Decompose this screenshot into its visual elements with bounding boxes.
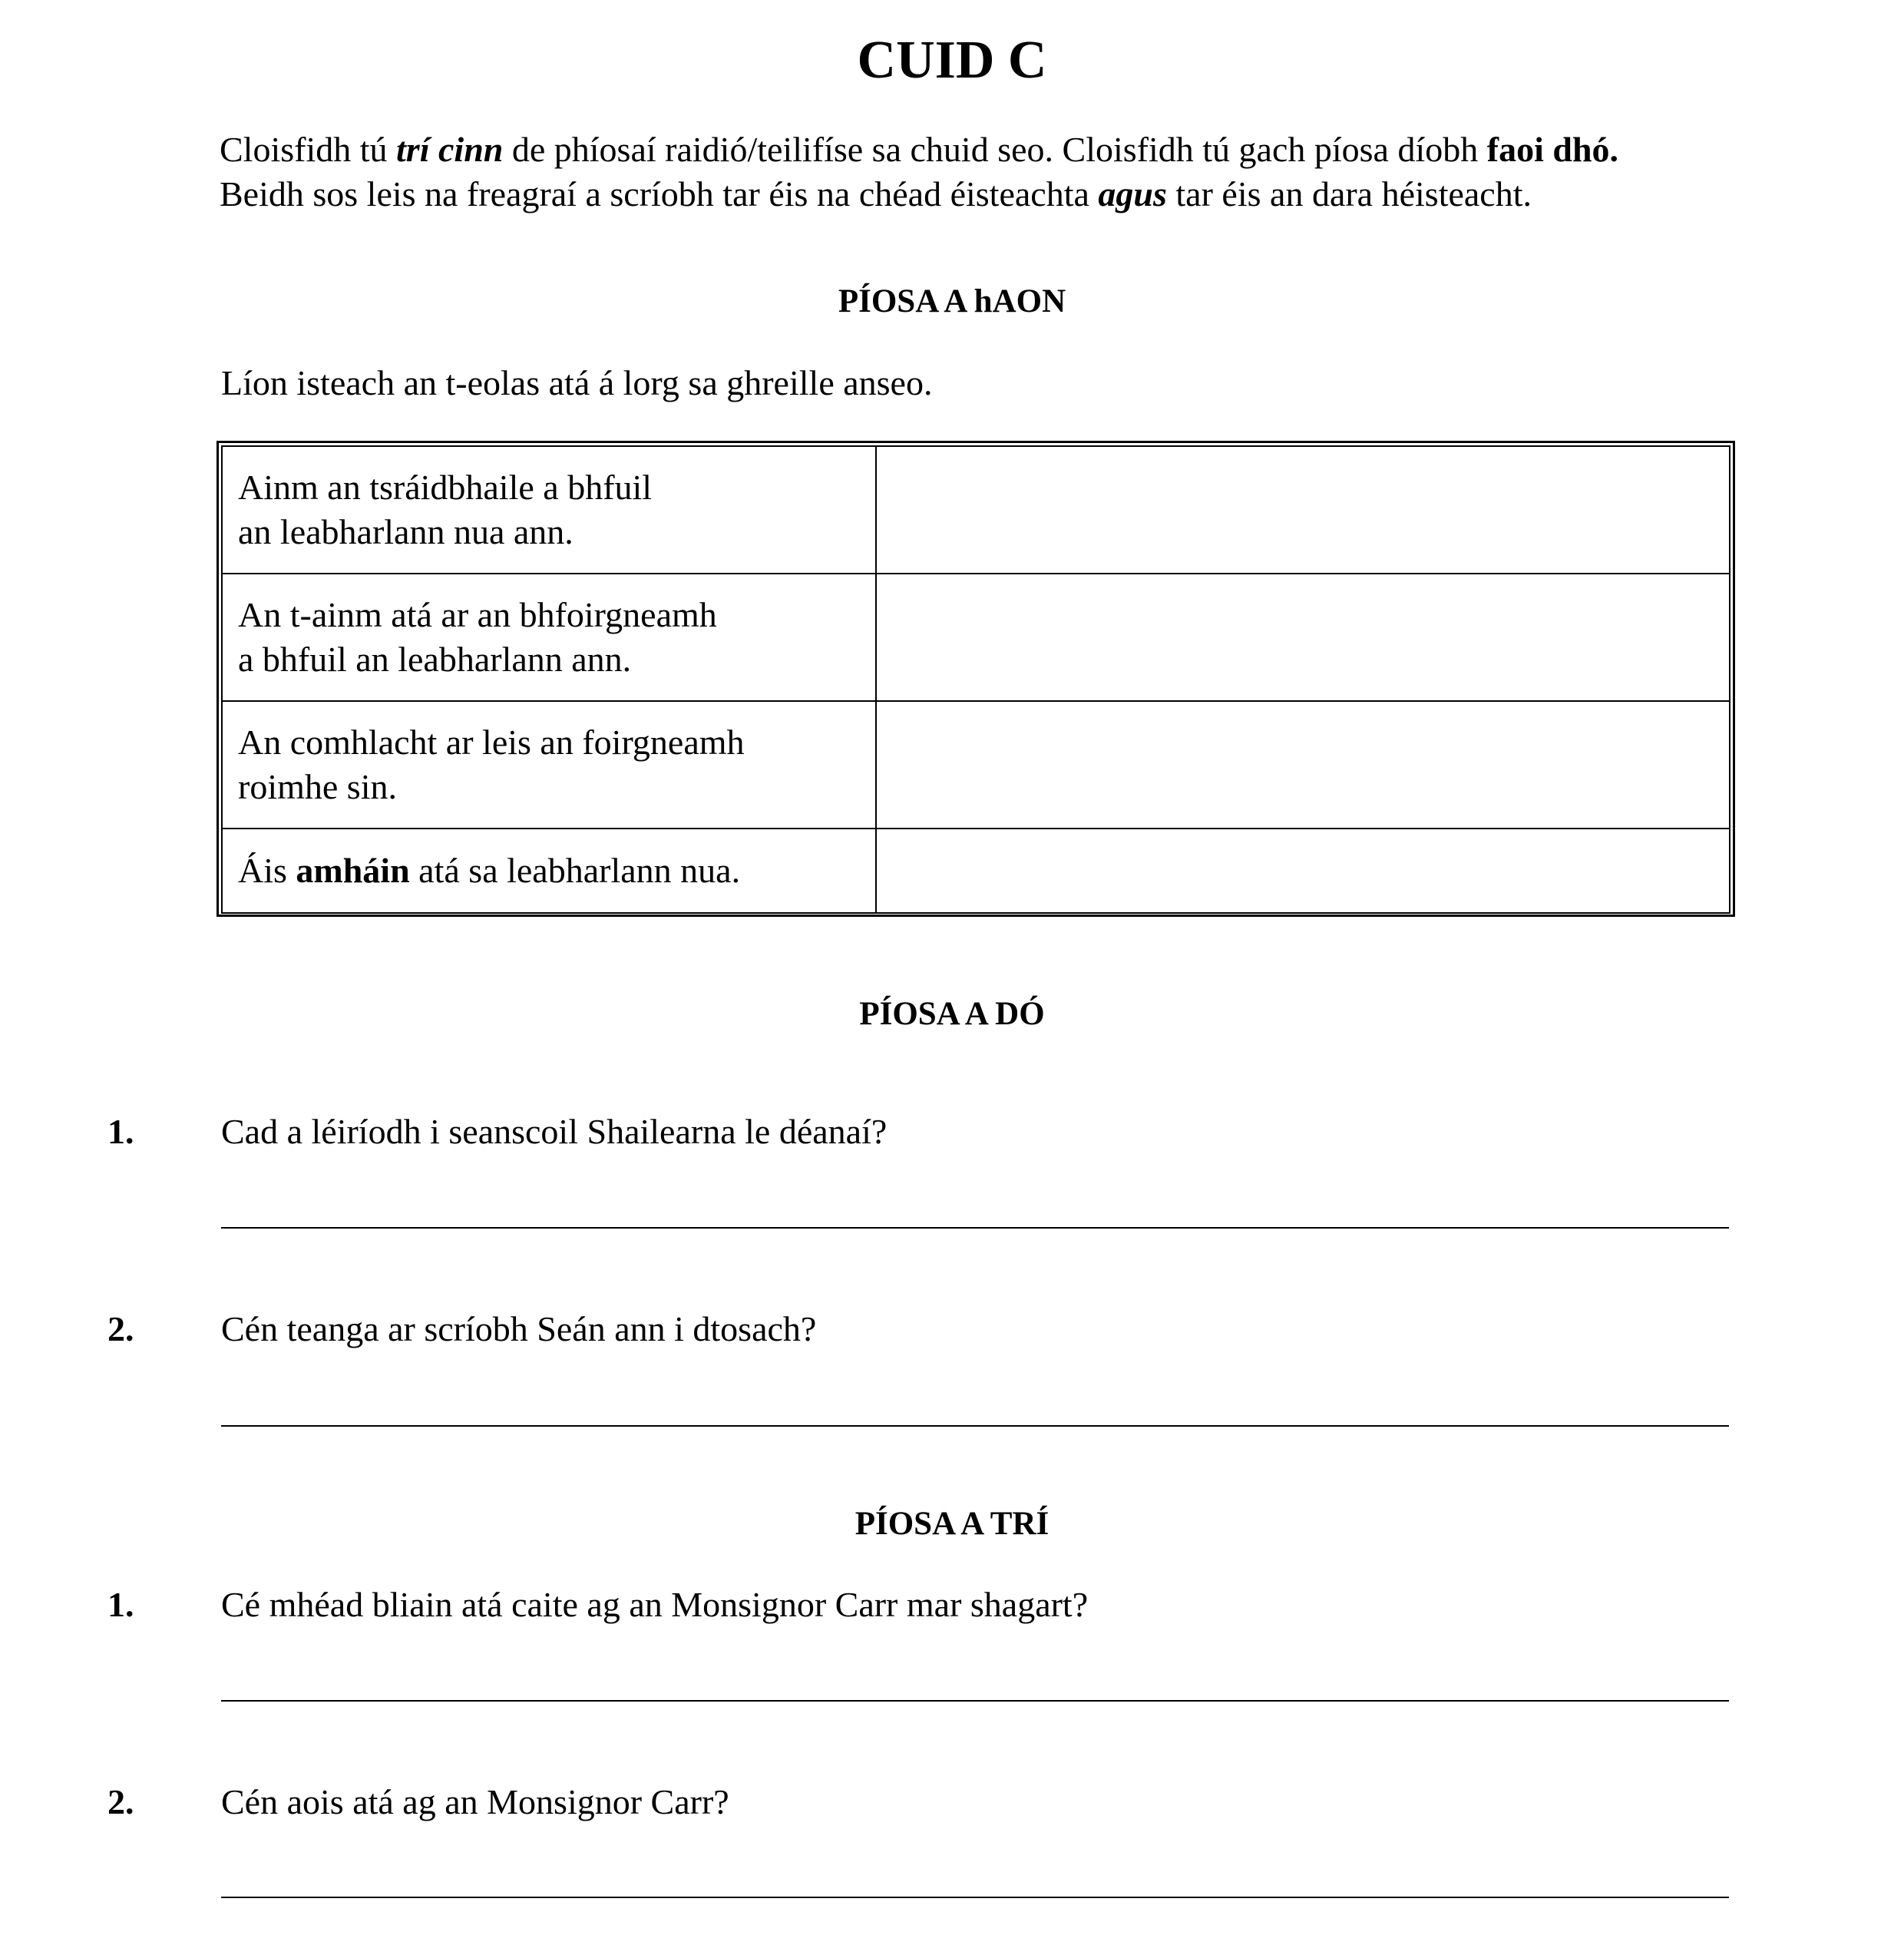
intro-text: de phíosaí raidió/teilifíse sa chuid seo. Cloisfidh tú gach píosa díobh bbox=[503, 130, 1487, 169]
grid-prompt-line: a bhfuil an leabharlann ann. bbox=[238, 640, 632, 679]
grid-prompt-text: atá sa leabharlann nua. bbox=[409, 851, 741, 890]
piece-two-heading: PÍOSA A DÓ bbox=[859, 996, 1045, 1032]
answer-line[interactable] bbox=[221, 1897, 1729, 1898]
piece-one-heading: PÍOSA A hAON bbox=[838, 283, 1066, 319]
question-text: Cén aois atá ag an Monsignor Carr? bbox=[221, 1782, 729, 1821]
grid-row bbox=[222, 574, 1730, 701]
question-number: 1. bbox=[107, 1112, 134, 1151]
grid-prompt-line: roimhe sin. bbox=[238, 767, 397, 806]
info-grid bbox=[217, 441, 1735, 917]
grid-answer-cell[interactable] bbox=[876, 829, 1730, 913]
intro-emphasis: faoi dhó. bbox=[1486, 130, 1619, 169]
grid-prompt-emphasis: amháin bbox=[296, 851, 410, 890]
grid-prompt-cell bbox=[222, 829, 876, 913]
grid-prompt-cell bbox=[222, 701, 876, 829]
grid-row bbox=[222, 829, 1730, 913]
question-number: 2. bbox=[107, 1309, 134, 1348]
intro-text: tar éis an dara héisteacht. bbox=[1166, 174, 1532, 213]
info-grid-table bbox=[221, 445, 1730, 914]
grid-prompt-text: Áis bbox=[238, 851, 296, 890]
page-title: CUID C bbox=[857, 31, 1047, 90]
intro-line-2 bbox=[220, 172, 1755, 217]
piece-three-heading: PÍOSA A TRÍ bbox=[854, 1506, 1050, 1542]
question-number: 1. bbox=[107, 1585, 134, 1624]
piece-one-instruction: Líon isteach an t-eolas atá á lorg sa ghreille anseo. bbox=[221, 363, 933, 402]
intro-paragraph bbox=[220, 127, 1755, 217]
question-text: Cén teanga ar scríobh Seán ann i dtosach? bbox=[221, 1309, 817, 1348]
intro-emphasis: trí cinn bbox=[396, 130, 504, 169]
answer-line[interactable] bbox=[221, 1425, 1729, 1427]
answer-line[interactable] bbox=[221, 1700, 1729, 1702]
intro-line-1 bbox=[220, 127, 1755, 172]
grid-prompt-line: An t-ainm atá ar an bhfoirgneamh bbox=[238, 595, 717, 634]
grid-prompt-line: an leabharlann nua ann. bbox=[238, 512, 574, 551]
grid-row bbox=[222, 446, 1730, 574]
grid-prompt-line: Ainm an tsráidbhaile a bhfuil bbox=[238, 468, 653, 507]
answer-line[interactable] bbox=[221, 1227, 1729, 1229]
question-text: Cad a léiríodh i seanscoil Shailearna le déanaí? bbox=[221, 1112, 888, 1151]
grid-prompt-line: An comhlacht ar leis an foirgneamh bbox=[238, 723, 745, 762]
grid-prompt-cell bbox=[222, 574, 876, 701]
grid-answer-cell[interactable] bbox=[876, 446, 1730, 574]
intro-text: Cloisfidh tú bbox=[220, 130, 397, 169]
grid-answer-cell[interactable] bbox=[876, 701, 1730, 829]
grid-row bbox=[222, 701, 1730, 829]
question-number: 2. bbox=[107, 1782, 134, 1821]
question-text: Cé mhéad bliain atá caite ag an Monsignor Carr mar shagart? bbox=[221, 1585, 1089, 1624]
grid-answer-cell[interactable] bbox=[876, 574, 1730, 701]
intro-emphasis: agus bbox=[1098, 174, 1167, 213]
grid-prompt-cell bbox=[222, 446, 876, 574]
intro-text: Beidh sos leis na freagraí a scríobh tar éis na chéad éisteachta bbox=[220, 174, 1099, 213]
